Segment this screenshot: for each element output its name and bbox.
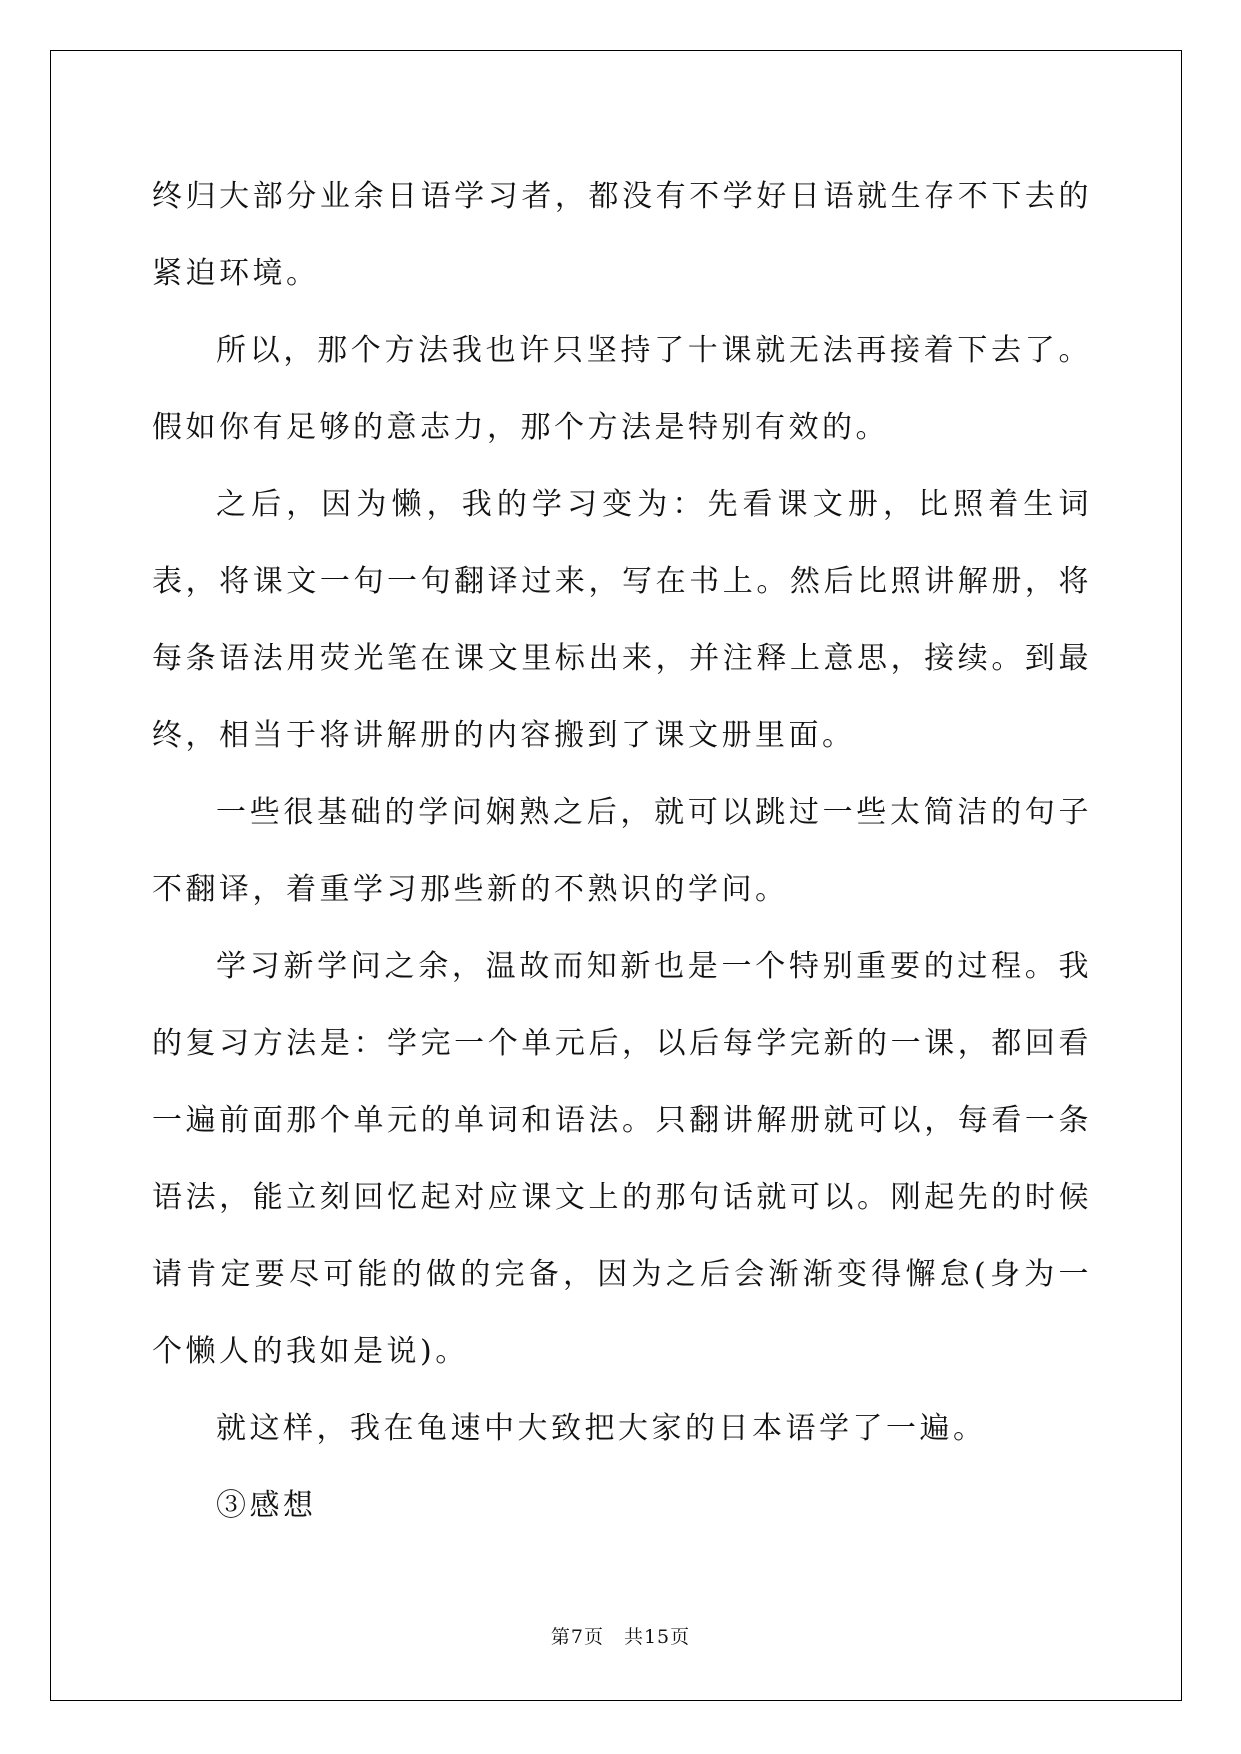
paragraph-6: 就这样，我在龟速中大致把大家的日本语学了一遍。 bbox=[216, 1411, 987, 1446]
paragraph-4: 一些很基础的学问娴熟之后，就可以跳过一些太简洁的句子不翻译，着重学习那些新的不熟识的学问。 bbox=[152, 795, 1092, 907]
paragraph-3: 之后，因为懒，我的学习变为：先看课文册，比照着生词表，将课文一句一句翻译过来，写在书上。然后比照讲解册，将每条语法用荧光笔在课文里标出来，并注释上意思，接续。到最终，相当于将讲解册的内容搬到了课文册里面。 bbox=[152, 487, 1092, 753]
page-number-footer: 第7页 共15页 bbox=[550, 1626, 691, 1648]
paragraph-2: 所以，那个方法我也许只坚持了十课就无法再接着下去了。假如你有足够的意志力，那个方法是特别有效的。 bbox=[152, 333, 1092, 445]
document-body bbox=[152, 158, 1092, 1544]
section-heading-thoughts: ③感想 bbox=[216, 1488, 317, 1523]
paragraph-5: 学习新学问之余，温故而知新也是一个特别重要的过程。我的复习方法是：学完一个单元后，以后每学完新的一课，都回看一遍前面那个单元的单词和语法。只翻讲解册就可以，每看一条语法，能立刻回忆起对应课文上的那句话就可以。刚起先的时候请肯定要尽可能的做的完备，因为之后会渐渐变得懈怠(身为一个懒人的我如是说)。 bbox=[152, 949, 1092, 1369]
paragraph-1: 终归大部分业余日语学习者，都没有不学好日语就生存不下去的紧迫环境。 bbox=[152, 179, 1092, 291]
